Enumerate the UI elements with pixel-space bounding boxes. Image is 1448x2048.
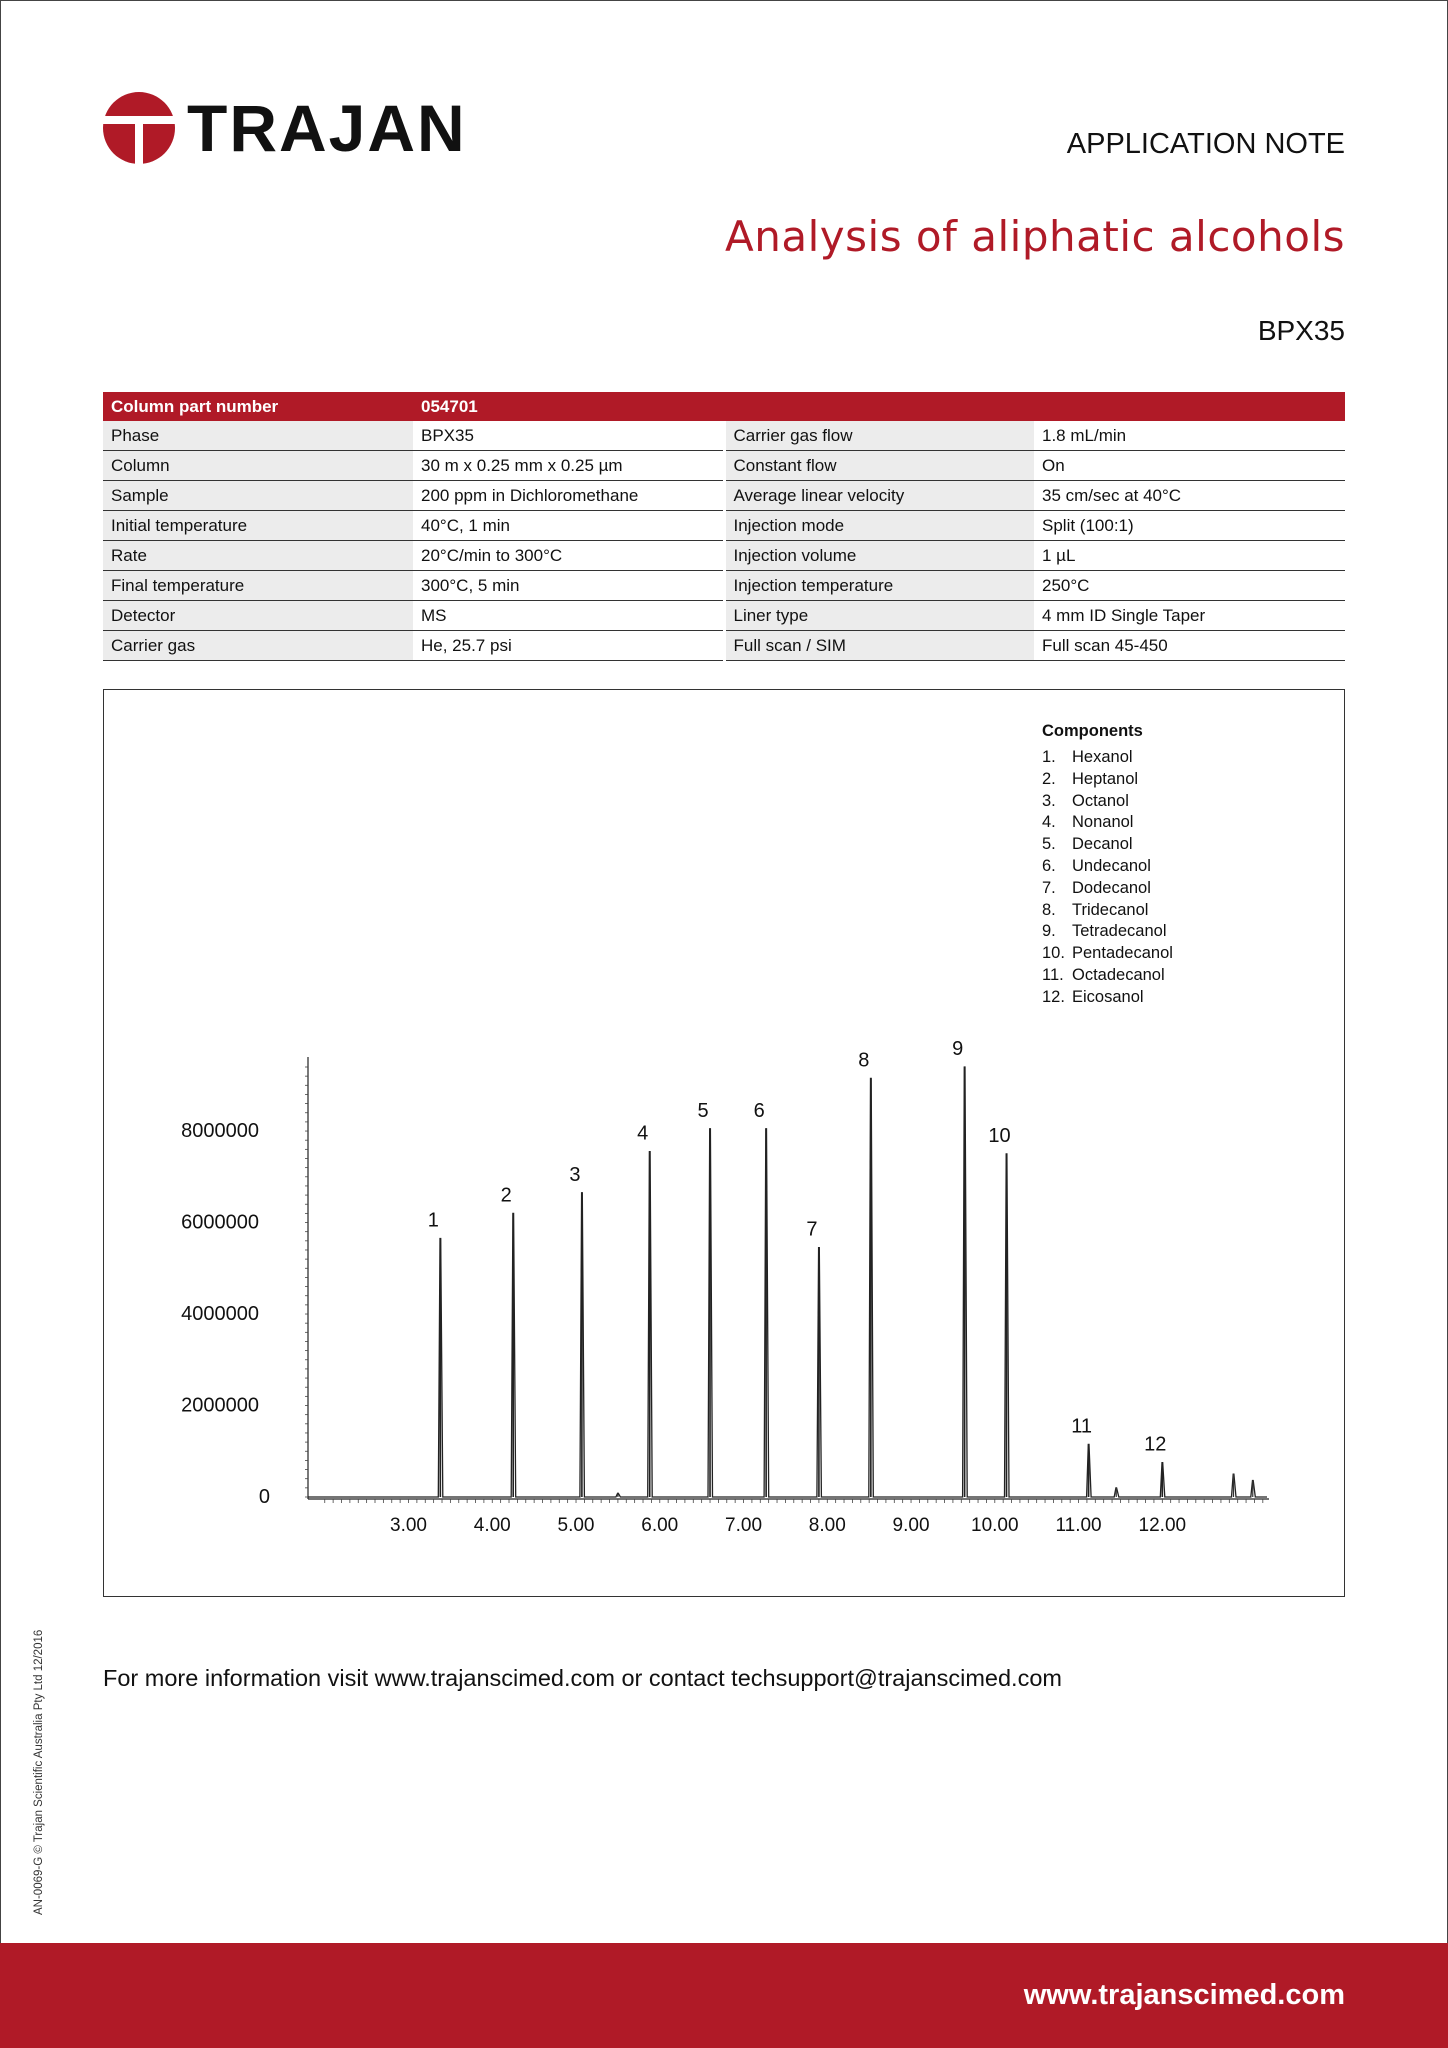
param-label: Injection mode: [724, 511, 1034, 541]
param-label: Phase: [103, 421, 413, 451]
legend-item: [1042, 834, 1173, 856]
param-label: Detector: [103, 601, 413, 631]
legend-item-name: Eicosanol: [1072, 987, 1144, 1006]
param-value: 35 cm/sec at 40°C: [1034, 481, 1345, 511]
legend-item-number: 10.: [1042, 944, 1065, 963]
y-tick-label: 0: [258, 1486, 270, 1508]
table-row: [103, 511, 1345, 541]
x-tick-label: 9.00: [892, 1515, 930, 1536]
legend-item: [1042, 965, 1173, 987]
param-value: BPX35: [413, 421, 724, 451]
page-title: Analysis of aliphatic alcohols: [725, 212, 1345, 261]
peak-label: 5: [697, 1099, 709, 1122]
param-value: 300°C, 5 min: [413, 571, 724, 601]
legend-item-number: 1.: [1042, 748, 1056, 766]
param-label: Final temperature: [103, 571, 413, 601]
param-value: 4 mm ID Single Taper: [1034, 601, 1345, 631]
y-tick-label: 6000000: [181, 1211, 259, 1234]
peak-label: 8: [858, 1049, 870, 1072]
website-link[interactable]: www.trajanscimed.com: [1023, 1979, 1345, 2011]
param-label: Full scan / SIM: [724, 631, 1034, 661]
legend-item-name: Dodecanol: [1072, 878, 1151, 897]
document-code: AN-0069-G © Trajan Scientific Australia Pty Ltd 12/2016: [33, 1629, 45, 1915]
components-legend: [1042, 722, 1173, 1009]
param-value: On: [1034, 451, 1345, 481]
table-row: [103, 631, 1345, 661]
header-value: 054701: [413, 392, 724, 421]
param-label: Injection volume: [724, 541, 1034, 571]
peak-label: 9: [952, 1038, 964, 1060]
param-value: 1 µL: [1034, 541, 1345, 571]
x-tick-label: 3.00: [390, 1515, 427, 1536]
legend-item-name: Octanol: [1072, 791, 1129, 810]
param-label: Injection temperature: [724, 571, 1034, 601]
peak-label: 12: [1144, 1433, 1167, 1456]
legend-item-name: Heptanol: [1072, 769, 1139, 788]
legend-item-number: 2.: [1042, 769, 1056, 788]
logo-wordmark: TRAJAN: [187, 91, 467, 165]
param-label: Carrier gas: [103, 631, 413, 661]
peak-label: 11: [1071, 1415, 1092, 1438]
y-tick-label: 4000000: [181, 1303, 259, 1326]
param-value: 30 m x 0.25 mm x 0.25 µm: [413, 451, 724, 481]
document-type: APPLICATION NOTE: [1066, 128, 1345, 160]
legend-item-name: Pentadecanol: [1072, 944, 1173, 963]
chromatogram-trace: [308, 1067, 1267, 1497]
legend-item: [1042, 856, 1173, 878]
param-label: Liner type: [724, 601, 1034, 631]
param-label: Constant flow: [724, 451, 1034, 481]
header-label: Column part number: [103, 392, 413, 421]
x-tick-label: 12.00: [1138, 1515, 1187, 1536]
legend-item-name: Decanol: [1072, 835, 1133, 854]
param-label: Carrier gas flow: [724, 421, 1034, 451]
table-row: [103, 601, 1345, 631]
param-value: He, 25.7 psi: [413, 631, 724, 661]
x-tick-label: 5.00: [557, 1515, 595, 1536]
legend-item-number: 3.: [1042, 791, 1056, 810]
peak-label: 2: [500, 1184, 512, 1207]
param-value: 20°C/min to 300°C: [413, 541, 724, 571]
table-row: [103, 481, 1345, 511]
param-value: 250°C: [1034, 571, 1345, 601]
param-label: Rate: [103, 541, 413, 571]
legend-item-name: Tetradecanol: [1072, 922, 1167, 941]
peak-label: 7: [806, 1218, 818, 1241]
peak-label: 4: [637, 1122, 649, 1145]
legend-item-number: 6.: [1042, 856, 1056, 875]
column-name: BPX35: [1257, 315, 1345, 346]
legend-item: [1042, 943, 1173, 965]
param-label: Sample: [103, 481, 413, 511]
legend-item: [1042, 900, 1173, 922]
x-tick-label: 7.00: [725, 1515, 763, 1536]
legend-item-name: Tridecanol: [1072, 900, 1149, 919]
legend-item: [1042, 812, 1173, 834]
param-label: Column: [103, 451, 413, 481]
peak-label: 1: [427, 1209, 439, 1232]
legend-item-number: 8.: [1042, 900, 1056, 919]
legend-title: Components: [1042, 722, 1143, 740]
legend-item-number: 4.: [1042, 813, 1056, 832]
table-row: [103, 571, 1345, 601]
legend-item-number: 5.: [1042, 835, 1056, 854]
legend-item-number: 12.: [1042, 987, 1065, 1006]
table-header-row: [103, 392, 1345, 421]
legend-item: [1042, 921, 1173, 943]
legend-item-number: 7.: [1042, 878, 1056, 897]
param-value: Split (100:1): [1034, 511, 1345, 541]
param-value: Full scan 45-450: [1034, 631, 1345, 661]
legend-item: [1042, 769, 1173, 791]
contact-info: For more information visit www.trajanscimed.com or contact techsupport@trajanscimed.com: [103, 1665, 1062, 1691]
legend-item-name: Nonanol: [1072, 813, 1134, 832]
legend-item-name: Undecanol: [1072, 856, 1151, 875]
legend-item-number: 9.: [1042, 922, 1056, 941]
legend-item: [1042, 987, 1173, 1009]
param-value: 40°C, 1 min: [413, 511, 724, 541]
y-tick-label: 8000000: [181, 1120, 259, 1143]
param-label: Average linear velocity: [724, 481, 1034, 511]
parameters-table: [103, 392, 1345, 661]
peak-label: 6: [753, 1099, 765, 1122]
table-row: [103, 541, 1345, 571]
legend-item: [1042, 791, 1173, 813]
table-row: [103, 421, 1345, 451]
param-label: Initial temperature: [103, 511, 413, 541]
x-tick-label: 6.00: [641, 1515, 679, 1536]
legend-item: [1042, 747, 1173, 769]
x-tick-label: 8.00: [808, 1515, 846, 1536]
param-value: 200 ppm in Dichloromethane: [413, 481, 724, 511]
legend-item-number: 11.: [1042, 965, 1064, 984]
param-value: 1.8 mL/min: [1034, 421, 1345, 451]
peak-label: 3: [569, 1163, 581, 1186]
legend-item-name: Hexanol: [1072, 748, 1133, 766]
trajan-logo-icon: [103, 90, 175, 166]
x-tick-label: 11.00: [1055, 1515, 1102, 1536]
param-value: MS: [413, 601, 724, 631]
table-row: [103, 451, 1345, 481]
x-tick-label: 10.00: [971, 1515, 1019, 1536]
x-tick-label: 4.00: [473, 1515, 511, 1536]
peak-label: 10: [988, 1124, 1011, 1147]
footer-band: [0, 1943, 1448, 2048]
legend-item-name: Octadecanol: [1072, 965, 1165, 984]
legend-item: [1042, 878, 1173, 900]
y-tick-label: 2000000: [181, 1394, 259, 1417]
trajan-logo: [103, 90, 467, 166]
